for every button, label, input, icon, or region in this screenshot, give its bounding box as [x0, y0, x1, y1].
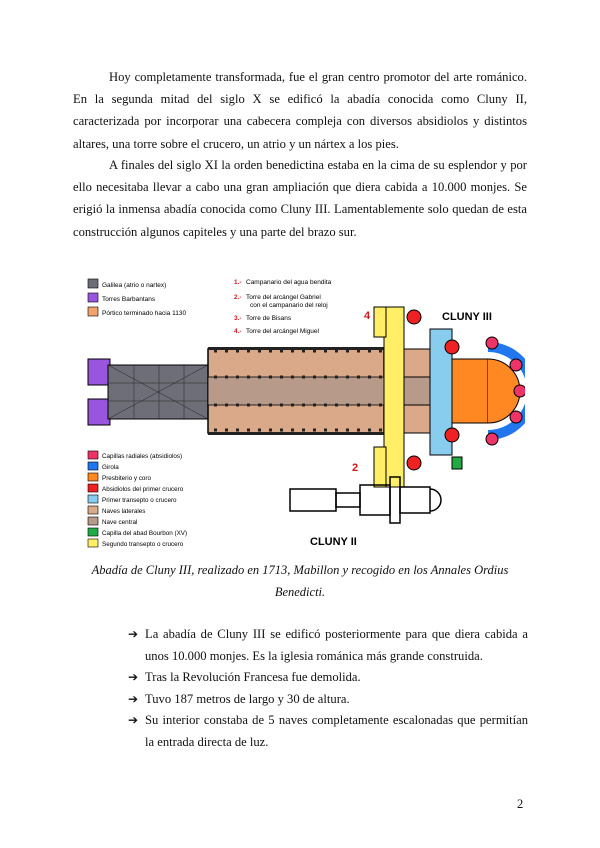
pillar [324, 404, 327, 407]
cluny-floor-plan-figure [74, 267, 525, 557]
legend-label: Presbiterio y coro [102, 475, 151, 482]
pillar [313, 350, 316, 353]
legend-swatch [88, 462, 98, 470]
pillar [258, 350, 261, 353]
legend-swatch [88, 539, 98, 547]
pillar [368, 350, 371, 353]
pillar [291, 350, 294, 353]
pillar [258, 376, 261, 379]
pillar [379, 404, 382, 407]
title-cluny-ii: CLUNY II [310, 536, 357, 548]
arrow-icon: ➔ [128, 627, 139, 641]
pillar [346, 350, 349, 353]
legend-top [88, 279, 186, 317]
title-cluny-iii: CLUNY III [442, 311, 492, 323]
arrow-icon: ➔ [128, 670, 139, 684]
legend-label: Pórtico terminado hacia 1130 [102, 310, 187, 317]
list-item: ➔ Tuvo 187 metros de largo y 30 de altura. [128, 689, 528, 711]
pillar [335, 429, 338, 432]
cluny-floor-plan [74, 267, 525, 557]
pillar [214, 350, 217, 353]
legend-swatch [88, 307, 98, 316]
legend-swatch [88, 473, 98, 481]
page-number: 2 [517, 797, 524, 811]
tower-label: Torre del arcángel Miguel [246, 328, 319, 335]
pillar [357, 350, 360, 353]
pillar [247, 429, 250, 432]
pillar [269, 429, 272, 432]
pillar [269, 350, 272, 353]
tower-marker: 2 [352, 462, 359, 474]
pillar [225, 376, 228, 379]
legend-swatch [88, 495, 98, 503]
pillar [302, 404, 305, 407]
pillar [368, 376, 371, 379]
tower-label: Torre de Bisans [246, 315, 292, 322]
pillar [225, 429, 228, 432]
arrow-icon: ➔ [128, 713, 139, 727]
pillar [313, 429, 316, 432]
pillar [225, 404, 228, 407]
pillar [247, 376, 250, 379]
pillar [291, 376, 294, 379]
legend-label: Girola [102, 464, 119, 471]
pillar [346, 429, 349, 432]
pillar [236, 376, 239, 379]
tower-label: Campanario del agua bendita [246, 279, 332, 286]
tower-num: 2.- [234, 294, 242, 301]
pillar [379, 350, 382, 353]
pillar [335, 376, 338, 379]
plan-cluny-ii [290, 477, 441, 523]
legend-swatch [88, 279, 98, 288]
pillar [313, 376, 316, 379]
legend-label: Galilea (atrio o nartex) [102, 282, 167, 289]
list-item: ➔ Tras la Revolución Francesa fue demolida. [128, 667, 528, 689]
pillar [335, 350, 338, 353]
pillar [269, 404, 272, 407]
legend-label: Torres Barbantans [102, 296, 156, 303]
tower-num: 1.- [234, 279, 242, 286]
pillar [313, 404, 316, 407]
list-item: ➔ Su interior constaba de 5 naves completamente escalonadas que permitían la entrada directa de luz. [128, 710, 528, 753]
pillar [324, 376, 327, 379]
legend-swatch [88, 293, 98, 302]
pillar [346, 404, 349, 407]
bullet-list [128, 624, 528, 753]
pillar [291, 429, 294, 432]
tower-num: 4.- [234, 328, 242, 335]
list-item: ➔ La abadía de Cluny III se edificó posteriormente para que diera cabida a unos 10.000 monjes. Es la iglesia románica más grande construida. [128, 624, 528, 667]
pillar [236, 350, 239, 353]
body-paragraph: Hoy completamente transformada, fue el gran centro promotor del arte románico. En la segunda mitad del siglo X se edificó la abadía conocida como Cluny II, caracterizada por incorporar una cabecera compleja con diversos absidiolos y distintos altares, una torre sobre el crucero, un atrio y un nártex a los pies. [73, 70, 527, 151]
pillar [302, 376, 305, 379]
legend-swatch [88, 506, 98, 514]
tower-label: Torre del arcángel Gabriel [246, 294, 321, 301]
pillar [280, 404, 283, 407]
legend-swatch [88, 517, 98, 525]
pillar [236, 429, 239, 432]
legend-label: Absidiolos del primer crucero [102, 486, 184, 493]
pillar [379, 376, 382, 379]
legend-label: Primer transepto o crucero [102, 497, 177, 504]
legend-swatch [88, 528, 98, 536]
tower-legend [234, 279, 332, 335]
pillar [280, 350, 283, 353]
pillar [247, 404, 250, 407]
pillar [346, 376, 349, 379]
pillar [258, 429, 261, 432]
pillar [247, 350, 250, 353]
legend-label: Naves laterales [102, 508, 146, 515]
pillar [236, 404, 239, 407]
pillar [280, 376, 283, 379]
pillar [214, 429, 217, 432]
pillar [357, 404, 360, 407]
pillar [291, 404, 294, 407]
legend-label: Nave central [102, 519, 138, 526]
figure-caption: Abadía de Cluny III, realizado en 1713, Mabillon y recogido en los Annales Ordius Benedicti. [91, 563, 509, 599]
legend-label: Capilla del abad Bourbon (XV) [102, 530, 188, 537]
pillar [368, 404, 371, 407]
pillar [258, 404, 261, 407]
pillar [225, 350, 228, 353]
legend-label: Segundo transepto o crucero [102, 541, 184, 548]
pillar [357, 429, 360, 432]
legend-swatch [88, 451, 98, 459]
pillar [214, 404, 217, 407]
tower-sub: con el campanario del reloj [250, 302, 328, 309]
body-paragraph: A finales del siglo XI la orden benedictina estaba en la cima de su esplendor y por ello necesitaba llevar a cabo una gran ampliación que diera cabida a 10.000 monjes. Se erigió la inmensa abadía conocida como Cluny III. Lamentablemente solo quedan de esta construcción algunos capiteles y una parte del brazo sur. [73, 158, 527, 239]
pillar [324, 429, 327, 432]
tower-marker: 4 [364, 310, 371, 322]
pillar [214, 376, 217, 379]
pillar [324, 350, 327, 353]
pillar [269, 376, 272, 379]
legend-swatch [88, 484, 98, 492]
arrow-icon: ➔ [128, 691, 139, 706]
pillar [368, 429, 371, 432]
legend-label: Capillas radiales (absidiolos) [102, 453, 183, 460]
pillar [302, 350, 305, 353]
pillar [335, 404, 338, 407]
pillar [379, 429, 382, 432]
tower-num: 3.- [234, 315, 242, 322]
pillar [280, 429, 283, 432]
pillar [357, 376, 360, 379]
pillar [302, 429, 305, 432]
legend-bottom [88, 451, 187, 548]
